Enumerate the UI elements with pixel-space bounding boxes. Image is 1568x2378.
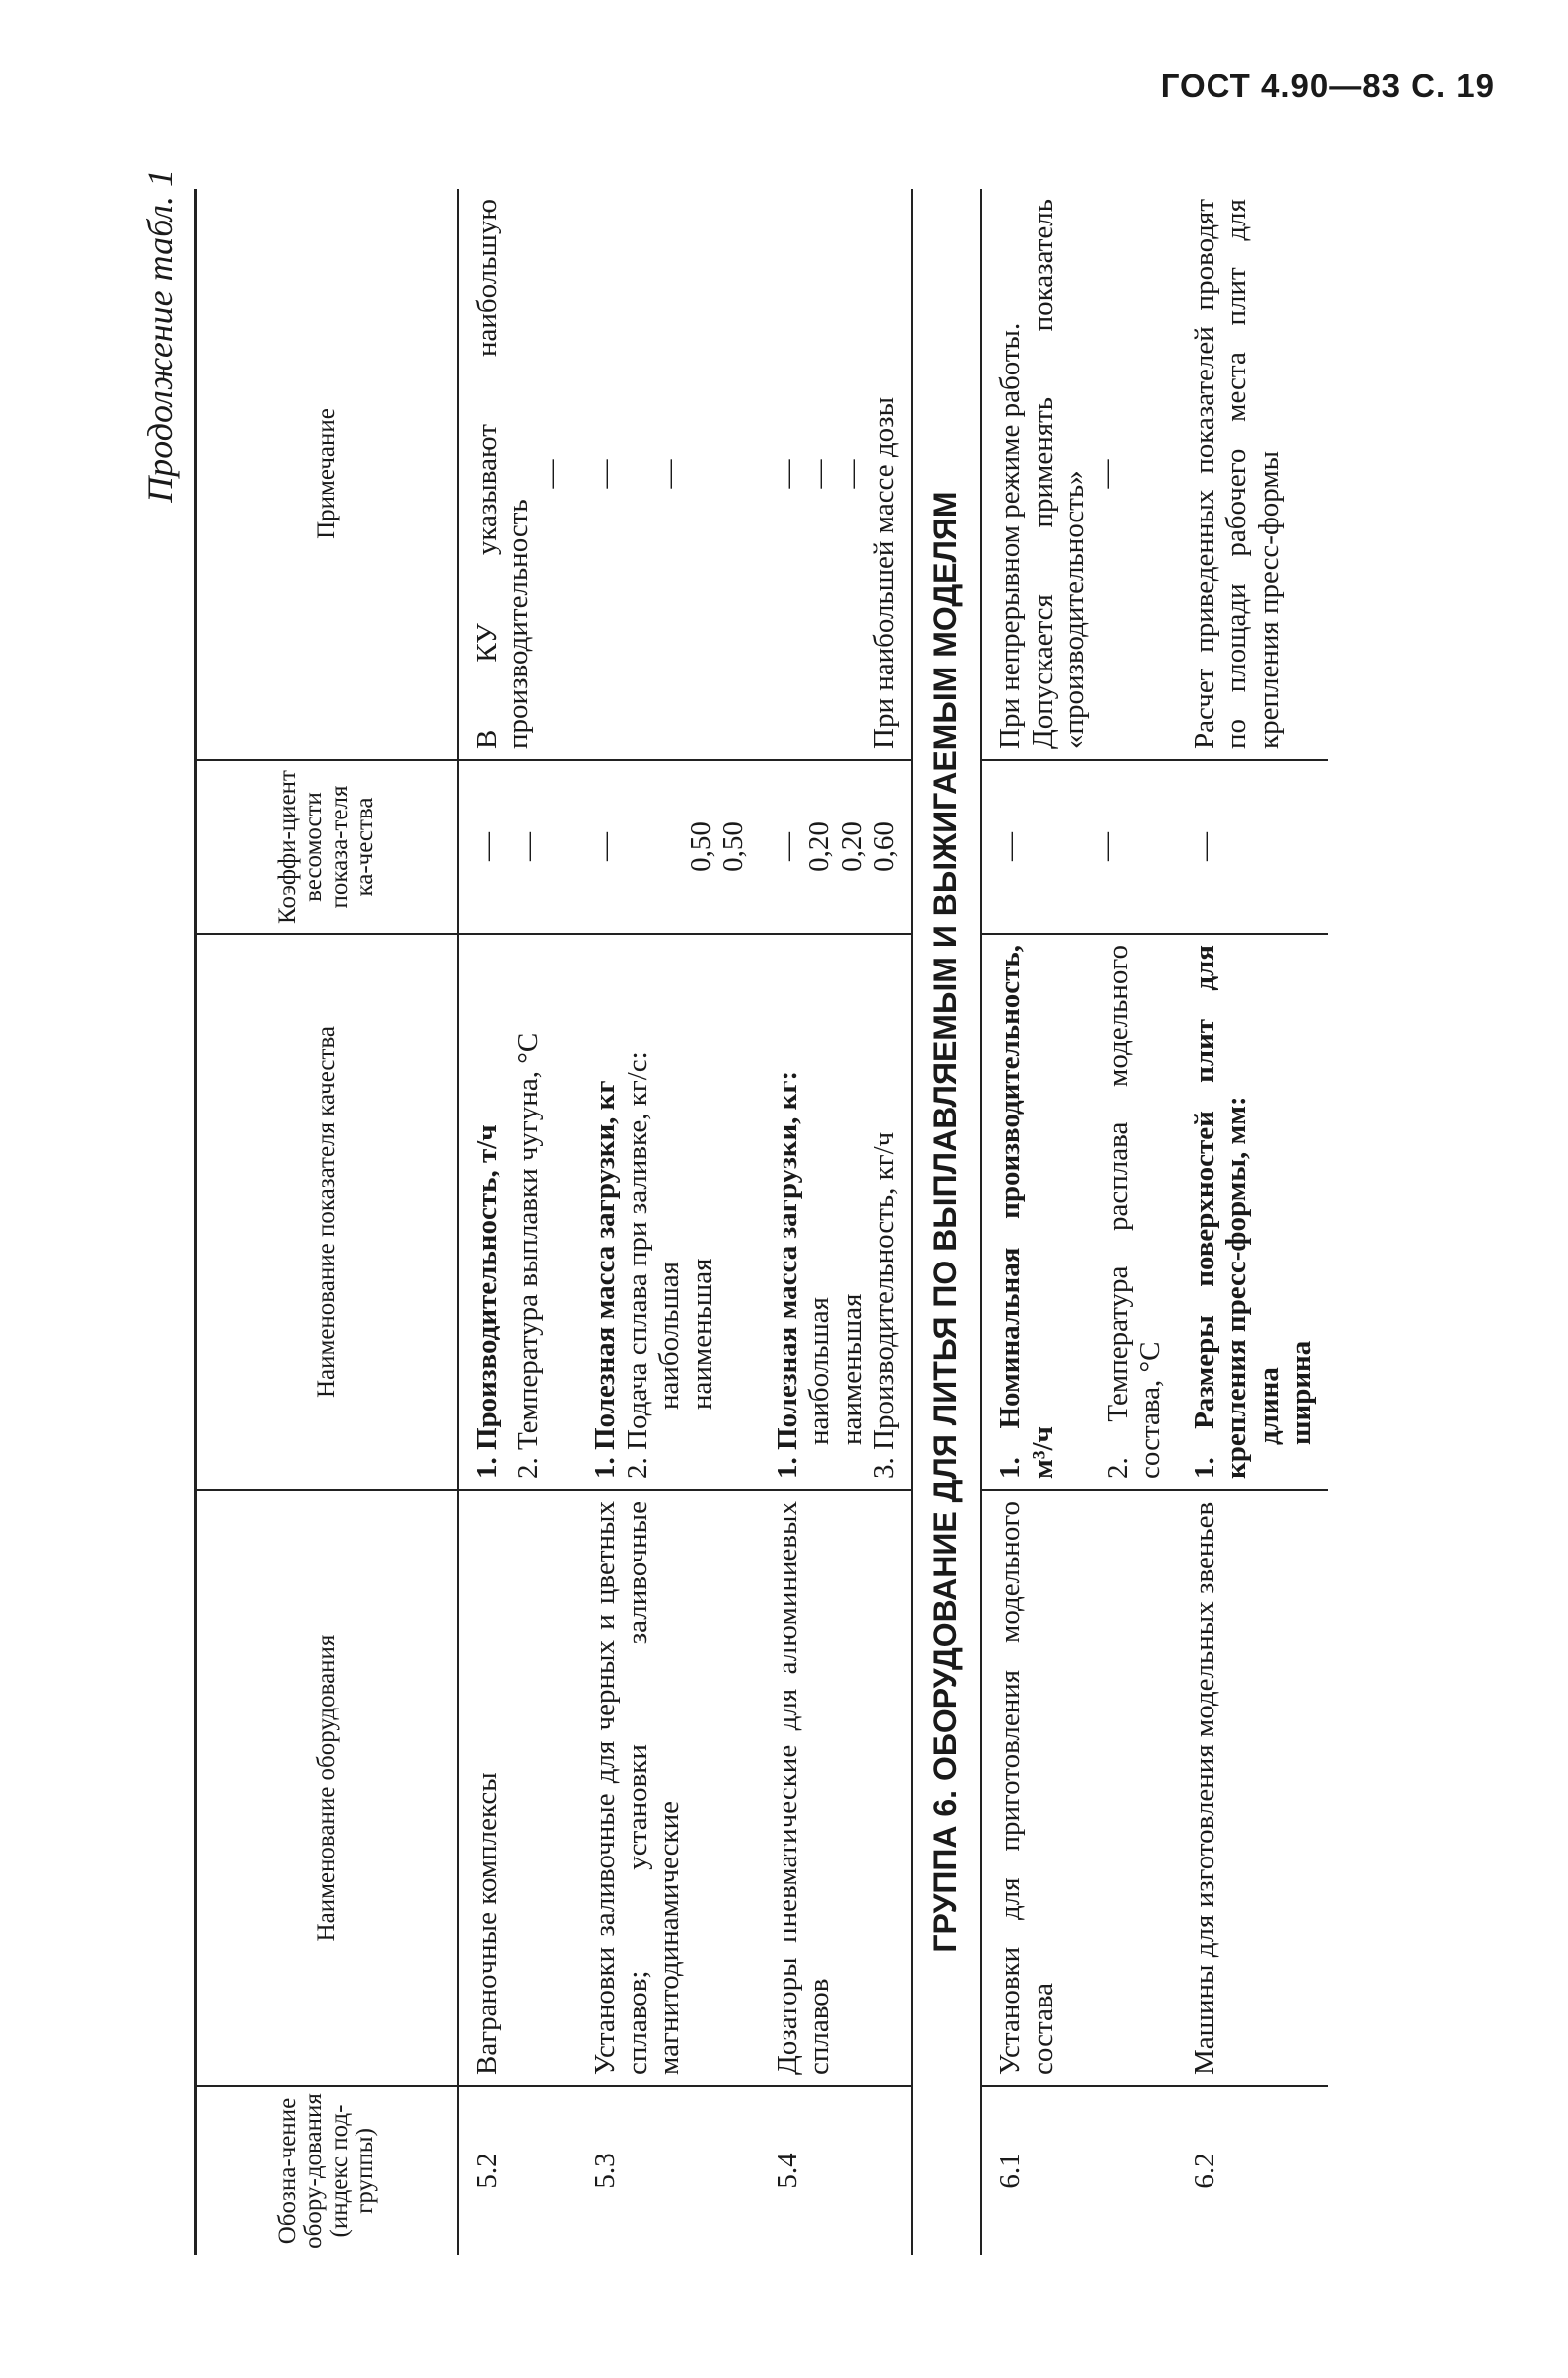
indicator-line: 1. Полезная масса загрузки, кг: — [771, 1070, 803, 1479]
note-line: Допускается применять показатель «производительность» — [1026, 199, 1091, 749]
coef-value: — — [1089, 832, 1122, 861]
coef-value: — — [1188, 832, 1220, 861]
cell-equipment: Дозаторы пневматические для алюминиевых сплавов — [760, 1490, 912, 2086]
cell-equipment: Установки заливочные для черных и цветных сплавов; установки заливочные магнитодинамические — [577, 1490, 759, 2086]
note-line: — — [1090, 459, 1123, 489]
indicator-subline: наименьшая — [835, 1293, 868, 1445]
coef-value: 0,60 — [868, 821, 901, 872]
indicator-subline: наименьшая — [685, 1258, 718, 1410]
cell-indicator — [577, 934, 759, 1490]
indicator-line: 1. Полезная масса загрузки, кг — [589, 1080, 622, 1479]
table-row-6-2 — [1177, 189, 1328, 2255]
cell-note — [981, 189, 1177, 760]
coef-value: — — [771, 832, 803, 861]
cell-coef — [577, 760, 759, 934]
note-line: При наибольшей массе дозы — [868, 396, 901, 749]
cell-coef — [1177, 760, 1328, 934]
cell-equipment: Вагранoчные комплексы — [458, 1490, 577, 2086]
cell-code: 5.4 — [760, 2086, 912, 2255]
note-line: Расчет приведенных показателей проводят по площади рабочего места плит для крепления пресс-формы — [1188, 199, 1285, 749]
cell-equipment: Установки для приготовления модельного состава — [981, 1490, 1177, 2086]
coef-value: — — [512, 832, 545, 861]
note-line: — — [652, 459, 685, 489]
indicator-subline: наибольшая — [803, 1296, 836, 1445]
table-caption: Продолжение табл. 1 — [140, 169, 180, 503]
indicator-line: 1. Производительность, т/ч — [471, 1124, 502, 1479]
indicator-line: 2. Температура выплавки чугуна, °С — [512, 1032, 545, 1479]
table-row-6-1 — [981, 189, 1177, 2255]
cell-code: 5.2 — [458, 2086, 577, 2255]
quality-indicators-table — [194, 189, 1328, 2255]
coef-value: 0,20 — [835, 821, 868, 872]
coef-value: — — [994, 832, 1027, 861]
note-line: В КУ указывают наибольшую производительность — [471, 199, 535, 749]
coef-value: — — [589, 832, 622, 861]
page-header: ГОСТ 4.90—83 С. 19 — [1160, 68, 1495, 104]
cell-code: 6.1 — [981, 2086, 1177, 2255]
cell-equipment: Машины для изготовления модельных звеньев — [1177, 1490, 1328, 2086]
cell-note — [1177, 189, 1328, 760]
cell-indicator — [458, 934, 577, 1490]
coef-value: 0,50 — [717, 821, 750, 872]
indicator-subline: наибольшая — [653, 1261, 686, 1410]
indicator-line: 3. Производительность, кг/ч — [868, 1131, 901, 1479]
table-row-5-2 — [458, 189, 577, 2255]
indicator-line: 1. Размеры поверхностей плит для крепления пресс-формы, мм: — [1188, 945, 1253, 1479]
cell-indicator — [1177, 934, 1328, 1490]
group-heading: ГРУППА 6. ОБОРУДОВАНИЕ ДЛЯ ЛИТЬЯ ПО ВЫПЛАВЛЯЕМЫМ И ВЫЖИГАЕМЫМ МОДЕЛЯМ — [912, 189, 981, 2255]
cell-note — [458, 189, 577, 760]
coef-value: — — [471, 832, 502, 861]
coef-value: 0,20 — [803, 821, 836, 872]
indicator-line: 2. Подача сплава при заливке, кг/с: — [621, 1051, 653, 1479]
note-line: — — [589, 459, 622, 489]
note-line: — — [835, 459, 868, 489]
col-header-coef: Коэффи-циент весомости показа-теля ка-чества — [196, 760, 459, 934]
table-header-row — [196, 189, 459, 2255]
note-line: — — [803, 459, 836, 489]
cell-coef — [981, 760, 1177, 934]
cell-code: 6.2 — [1177, 2086, 1328, 2255]
cell-coef — [760, 760, 912, 934]
col-header-note: Примечание — [196, 189, 459, 760]
indicator-line: 1. Номинальная производительность, м³/ч — [994, 945, 1059, 1479]
cell-note — [577, 189, 759, 760]
cell-indicator — [981, 934, 1177, 1490]
coef-value: 0,50 — [684, 821, 717, 872]
table-row-5-4 — [760, 189, 912, 2255]
note-line: При непрерывном режиме работы. — [994, 322, 1027, 749]
indicator-subline: ширина — [1285, 1340, 1318, 1445]
col-header-code: Обозна-чение обору-дования (индекс под-группы) — [196, 2086, 459, 2255]
cell-indicator — [760, 934, 912, 1490]
cell-coef — [458, 760, 577, 934]
col-header-indicator: Наименование показателя качества — [196, 934, 459, 1490]
rotated-table-area — [139, 169, 1470, 2255]
col-header-equipment: Наименование оборудования — [196, 1490, 459, 2086]
group-heading-row — [912, 189, 981, 2255]
indicator-subline: длина — [1252, 1367, 1285, 1445]
note-line: — — [771, 459, 803, 489]
note-line: — — [534, 459, 567, 489]
cell-code: 5.3 — [577, 2086, 759, 2255]
indicator-line: 2. Температура расплава модельного состава, °С — [1102, 945, 1167, 1479]
table-row-5-3 — [577, 189, 759, 2255]
cell-note — [760, 189, 912, 760]
